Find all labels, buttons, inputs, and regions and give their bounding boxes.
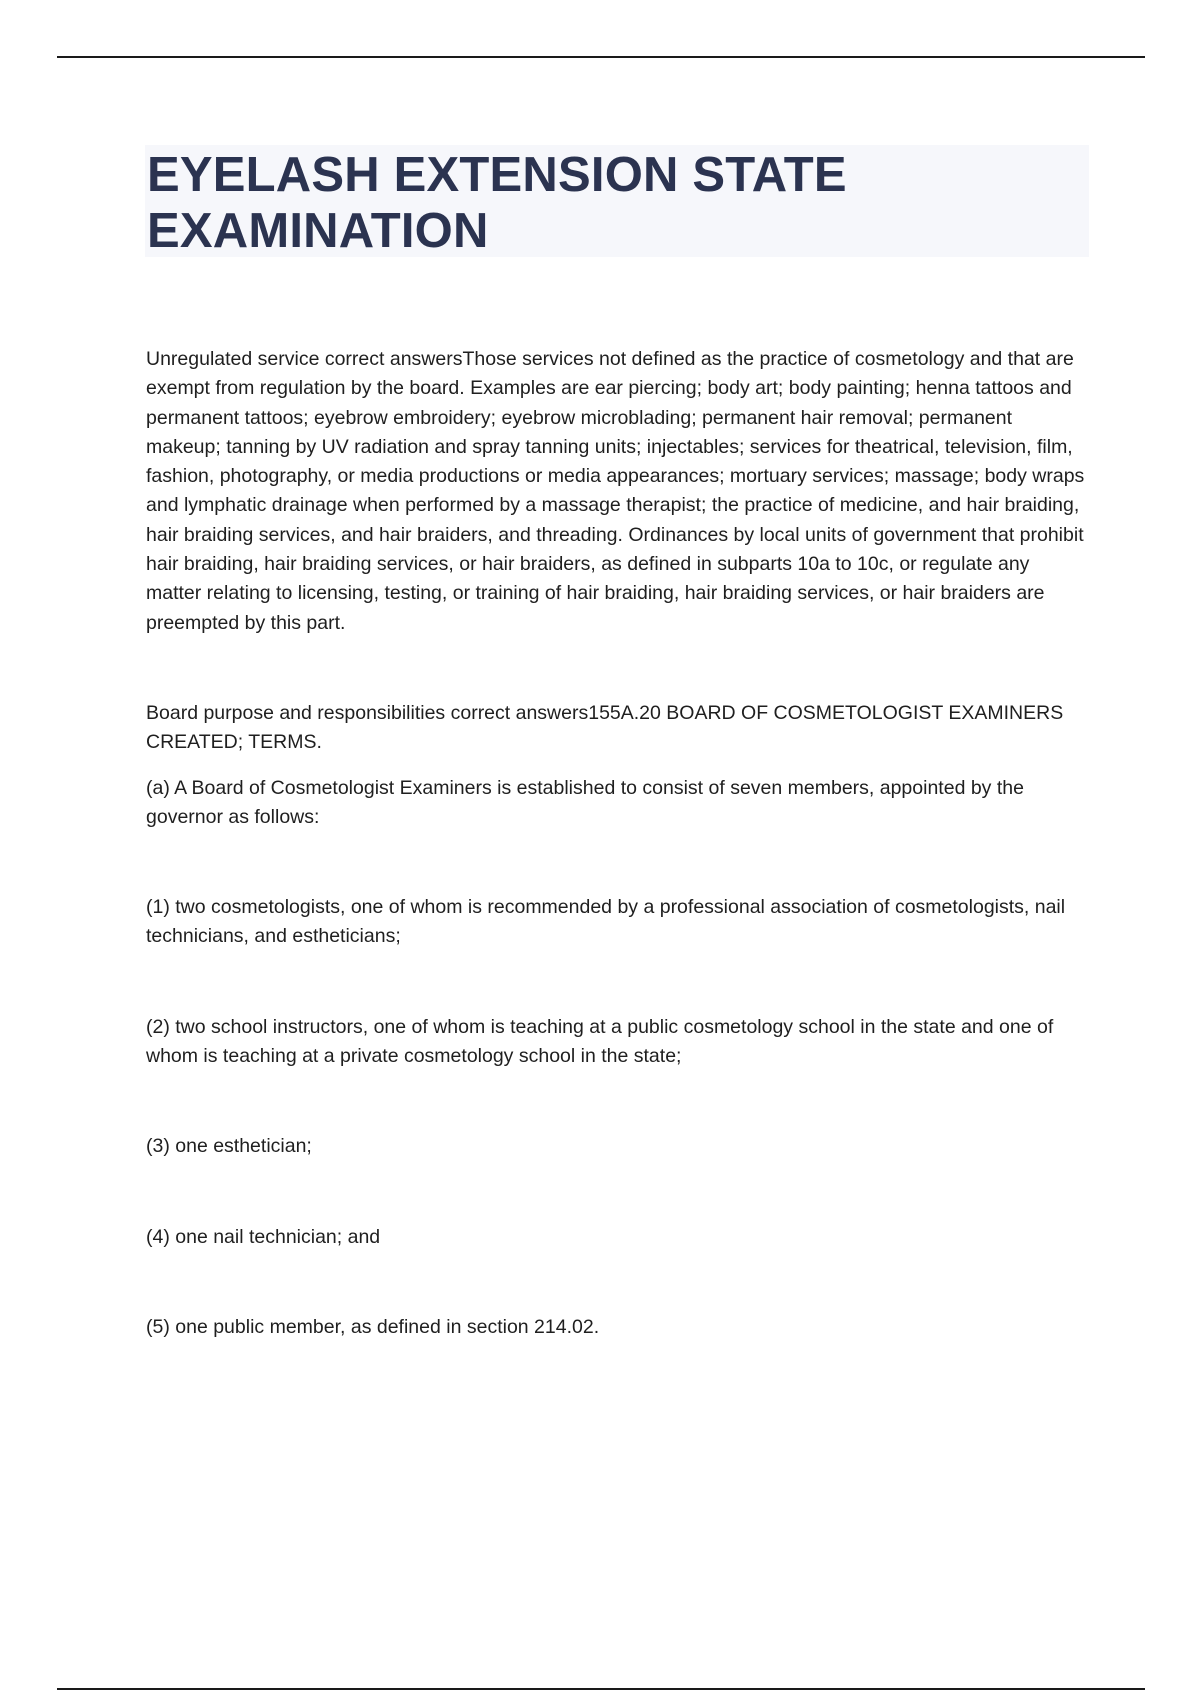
top-rule — [57, 56, 1145, 58]
paragraph-board-purpose: Board purpose and responsibilities correct answers155A.20 BOARD OF COSMETOLOGIST EXAMINERS CREATED; TERMS. — [146, 701, 1064, 754]
paragraph-unregulated-service: Unregulated service correct answersThose services not defined as the practice of cosmetology and that are exempt from regulation by the board. Examples are ear piercing; body art; body painting; henna tattoos and permanent tattoos; eyebrow embroidery; eyebrow microblading; permanent hair removal; permanent makeup; tanning by UV radiation and spray tanning units; injectables; services for theatrical, television, film, fashion, photography, or media productions or media appearances; mortuary services; massage; body wraps and lymphatic drainage when performed by a massage therapist; the practice of medicine, and hair braiding, hair braiding services, and hair braiders, and threading. Ordinances by local units of government that prohibit hair braiding, hair braiding services, or hair braiders, as defined in subparts 10a to 10c, or regulate any matter relating to licensing, testing, or training of hair braiding, hair braiding services, or hair braiders are preempted by this part. — [146, 348, 1085, 634]
list-item-nail-technician: (4) one nail technician; and — [146, 1225, 381, 1248]
list-item-esthetician: (3) one esthetician; — [146, 1135, 312, 1158]
document-title: EYELASH EXTENSION STATE EXAMINATION — [147, 148, 847, 258]
paragraph-board-composition: (a) A Board of Cosmetologist Examiners is established to consist of seven members, appointed by the governor as follows: — [146, 776, 1024, 828]
list-item-public-member: (5) one public member, as defined in section 214.02. — [146, 1315, 600, 1338]
list-item-cosmetologists: (1) two cosmetologists, one of whom is recommended by a professional association of cosmetologists, nail technicians, and estheticians; — [146, 896, 1066, 948]
list-item-school-instructors: (2) two school instructors, one of whom is teaching at a public cosmetology school in the state and one of whom is teaching at a private cosmetology school in the state; — [146, 1015, 1054, 1068]
bottom-rule — [57, 1688, 1145, 1690]
title-banner — [145, 145, 1089, 257]
document-body — [146, 345, 1086, 1342]
